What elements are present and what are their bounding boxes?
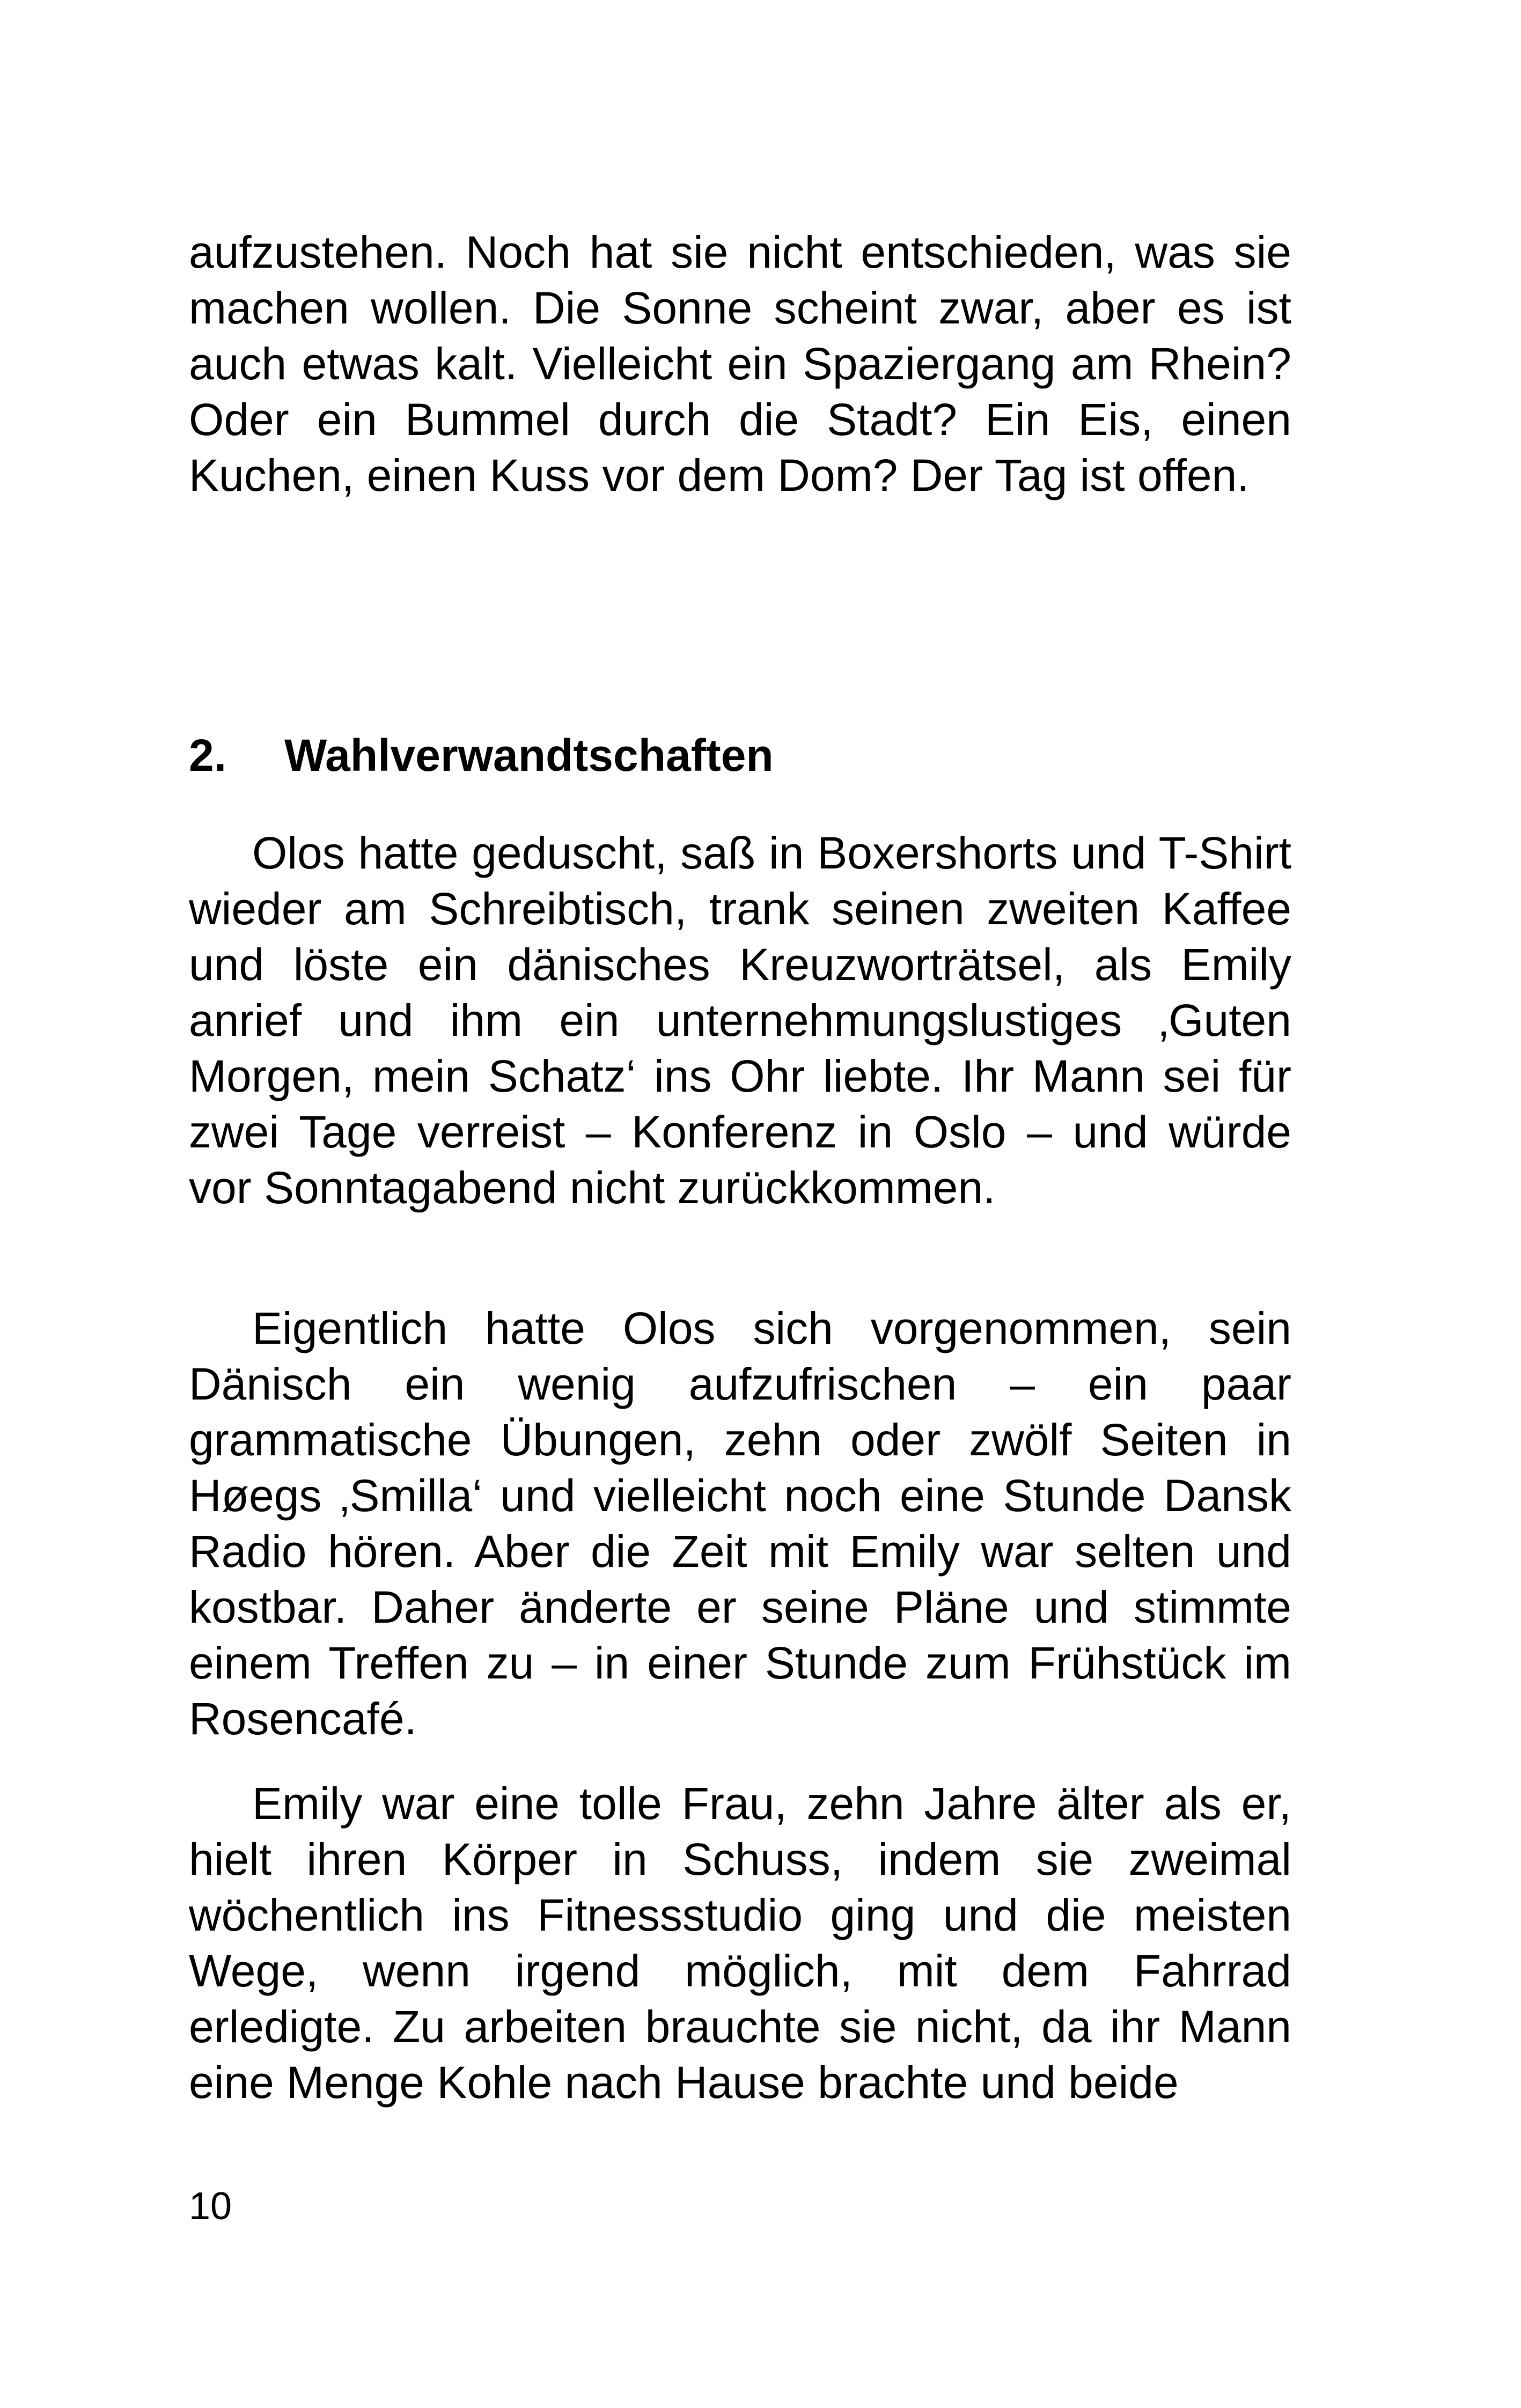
chapter-title: Wahlverwandtschaften <box>284 730 774 780</box>
chapter-number: 2. <box>189 730 227 780</box>
page-number: 10 <box>189 2185 232 2228</box>
intro-paragraph: aufzustehen. Noch hat sie nicht entschieden, was sie machen wollen. Die Sonne scheint zwar, aber es ist auch etwas kalt. Vielleicht ein Spaziergang am Rhein? Oder ein Bummel durch die Stadt? Ein Eis, einen Kuchen, einen Kuss vor dem Dom? Der Tag ist offen. <box>189 227 1291 500</box>
chapter-paragraph-3: Emily war eine tolle Frau, zehn Jahre älter als er, hielt ihren Körper in Schuss, indem sie zweimal wöchentlich ins Fitnessstudio ging und die meisten Wege, wenn irgend möglich, mit dem Fahrrad erledigte. Zu arbeiten brauchte sie nicht, da ihr Mann eine Menge Kohle nach Hause brachte und beide <box>189 1778 1291 2108</box>
chapter-heading <box>189 727 1291 783</box>
chapter-paragraph-2: Eigentlich hatte Olos sich vorgenommen, sein Dänisch ein wenig aufzufrischen – ein paar grammatische Übungen, zehn oder zwölf Seiten in Høegs ‚Smilla‘ und vielleicht noch eine Stunde Dansk Radio hören. Aber die Zeit mit Emily war selten und kostbar. Daher änderte er seine Pläne und stimmte einem Treffen zu – in einer Stunde zum Frühstück im Rosencafé. <box>189 1303 1291 1744</box>
chapter-paragraph-1: Olos hatte geduscht, saß in Boxershorts und T-Shirt wieder am Schreibtisch, trank seinen zweiten Kaffee und löste ein dänisches Kreuzworträtsel, als Emily anrief und ihm ein unternehmungslustiges ‚Guten Morgen, mein Schatz‘ ins Ohr liebte. Ihr Mann sei für zwei Tage verreist – Konferenz in Oslo – und würde vor Sonntagabend nicht zurückkommen. <box>189 828 1291 1213</box>
